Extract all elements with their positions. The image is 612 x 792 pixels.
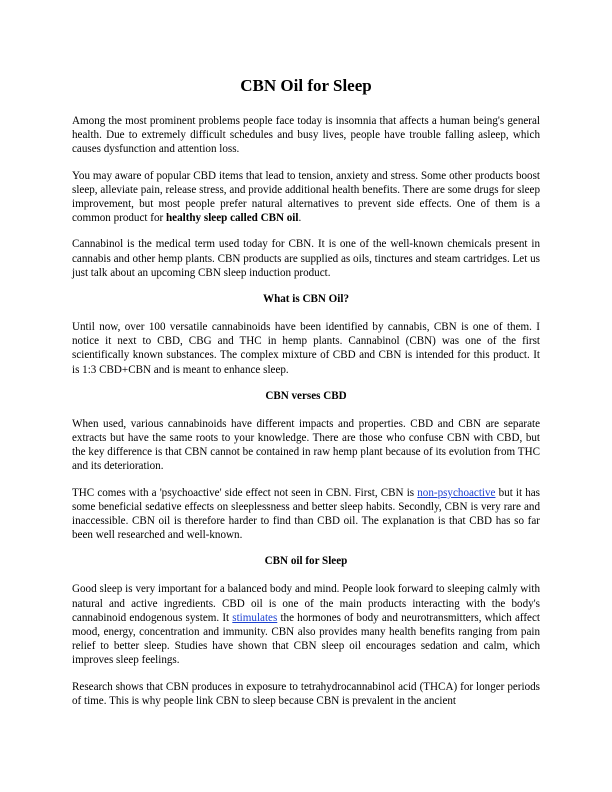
paragraph-thc [72, 486, 540, 543]
bold-phrase: healthy sleep called CBN oil [165, 212, 299, 225]
paragraph-what-is-cbn: Until now, over 100 versatile cannabinoids have been identified by cannabis, CBN is one of them. I notice it next to CBD, CBG and THC in hemp plants. Cannabinol (CBN) was one of the first scientifically known substances. The complex mixture of CBD and CBN is intended for this product. It is 1:3 CBD+CBN and is meant to enhance sleep. [72, 321, 540, 376]
paragraph-good-sleep [72, 582, 540, 667]
paragraph-intro: Among the most prominent problems people face today is insomnia that affects a human being's general health. Due to extremely difficult schedules and busy lives, people have trouble falling asleep, which causes dysfunction and attention loss. [72, 115, 540, 156]
paragraph-research: Research shows that CBN produces in exposure to tetrahydrocannabinol acid (THCA) for longer periods of time. This is why people link CBN to sleep because CBN is prevalent in the ancient [72, 680, 540, 707]
heading-cbn-oil-for-sleep: CBN oil for Sleep [264, 555, 348, 568]
paragraph-text: the hormones of body and neurotransmitters, which affect mood, energy, concentration and immunity. CBN also provides many health benefits ranging from pain relief to better sleep. Studies have shown that CBN sleep oil encourages sedation and calm, which improves sleep feelings. [72, 611, 540, 667]
link-stimulates[interactable]: stimulates [232, 611, 278, 624]
link-non-psychoactive[interactable]: non-psychoactive [417, 486, 496, 499]
paragraph-text: THC comes with a 'psychoactive' side effect not seen in CBN. First, CBN is [72, 486, 418, 499]
document-title: CBN Oil for Sleep [240, 76, 372, 95]
paragraph-cannabinoids: When used, various cannabinoids have different impacts and properties. CBD and CBN are separate extracts but have the same roots to your knowledge. There are those who confuse CBN with CBD, but the key difference is that CBN cannot be contained in raw hemp plant because of its evolution from THC and its deterioration. [72, 417, 540, 473]
paragraph-text: but it has some beneficial sedative effects on sleeplessness and better sleep habits. Secondly, CBN is very rare and inaccessible. CBN oil is therefore harder to find than CBD oil. The explanation is that CBD has so far been well researched and well-known. [72, 486, 540, 542]
heading-cbn-verses-cbd: CBN verses CBD [265, 389, 347, 402]
paragraph-cbd-items [72, 169, 540, 226]
paragraph-text: Good sleep is very important for a balanced body and mind. People look forward to sleeping calmly with natural and active ingredients. CBD oil is one of the main products interacting with the body's cannabinoid endogenous system. It [72, 583, 540, 624]
paragraph-cannabinol: Cannabinol is the medical term used today for CBN. It is one of the well-known chemicals present in cannabis and other hemp plants. CBN products are supplied as oils, tinctures and steam cartridges. Let us just talk about an upcoming CBN sleep induction product. [72, 238, 540, 279]
paragraph-text: You may aware of popular CBD items that lead to tension, anxiety and stress. Some other products boost sleep, alleviate pain, release stress, and provide additional health benefits. There are some drugs for sleep improvement, but most people prefer natural alternatives to prevent side effects. One of them is a common product for [72, 169, 540, 225]
paragraph-text: . [298, 212, 302, 225]
heading-what-is-cbn: What is CBN Oil? [263, 293, 349, 306]
